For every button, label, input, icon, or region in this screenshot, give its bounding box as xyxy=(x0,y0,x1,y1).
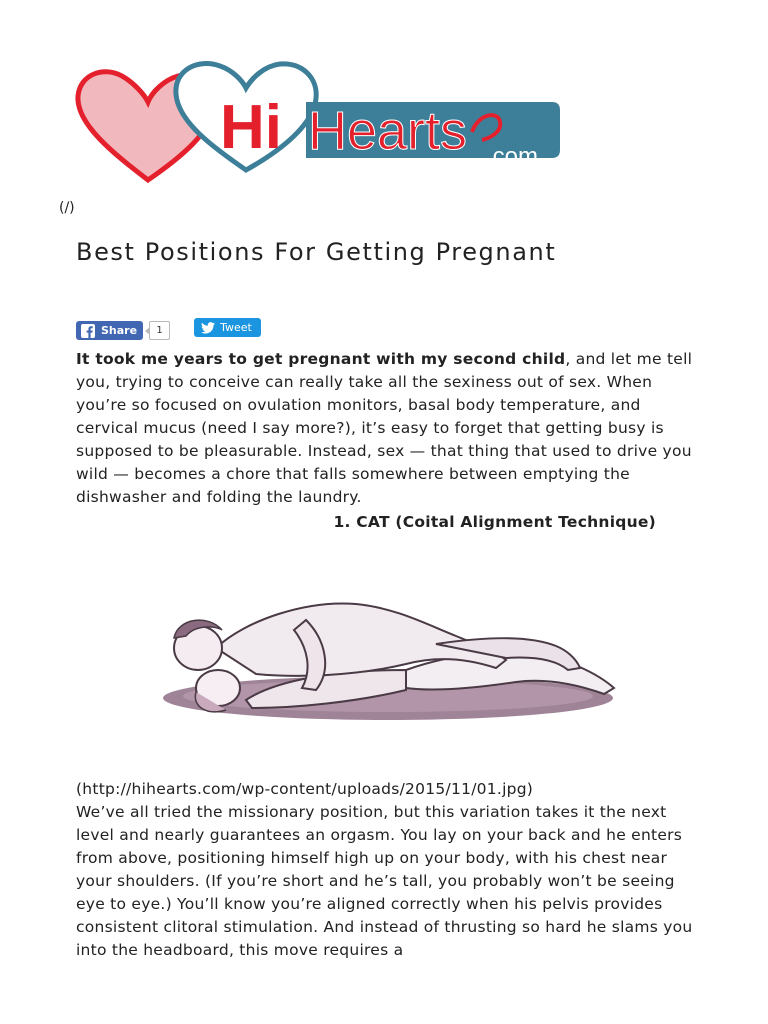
section-heading-cat: 1. CAT (Coital Alignment Technique) xyxy=(333,513,656,531)
logo-hearts-text: Hearts xyxy=(308,101,468,161)
share-bar xyxy=(76,318,261,340)
facebook-share-count: 1 xyxy=(149,321,170,340)
position-illustration[interactable] xyxy=(156,560,620,728)
intro-paragraph xyxy=(76,348,696,509)
tweet-label: Tweet xyxy=(220,321,252,334)
facebook-share-label: Share xyxy=(101,324,138,337)
intro-bold-text: It took me years to get pregnant with my second child xyxy=(76,350,566,368)
logo-hi-text: Hi xyxy=(220,93,282,162)
tweet-button[interactable] xyxy=(194,318,261,337)
page-title: Best Positions For Getting Pregnant xyxy=(76,238,557,266)
section-body-paragraph: We’ve all tried the missionary position, but this variation takes it the next level and nearly guarantees an orgasm. You lay on your back and he enters from above, positioning himself high up on your body, with his chest near your shoulders. (If you’re short and he’s tall, you probably won’t be seeing eye to eye.) You’ll know you’re aligned correctly when his pelvis provides consistent clitoral stimulation. And instead of thrusting so hard he slams you into the headboard, this move requires a xyxy=(76,803,693,959)
facebook-share-button[interactable] xyxy=(76,321,143,340)
intro-text: , and let me tell you, trying to conceive can really take all the sexiness out of sex. When you’re so focused on ovulation monitors, basal body temperature, and cervical mucus (need I say more?), it’s easy to forget that getting busy is supposed to be pleasurable. Instead, sex — that thing that used to drive you wild — becomes a chore that falls somewhere between emptying the dishwasher and folding the laundry. xyxy=(76,350,693,506)
hihearts-logo-graphic xyxy=(70,58,564,186)
image-source-link[interactable]: (http://hihearts.com/wp-content/uploads/2015/11/01.jpg) xyxy=(76,780,534,798)
couple-illustration-graphic xyxy=(156,560,620,728)
facebook-icon xyxy=(81,324,95,338)
twitter-bird-icon xyxy=(201,322,215,334)
site-logo[interactable] xyxy=(70,58,564,186)
home-link[interactable]: (/) xyxy=(59,200,75,216)
logo-dotcom-text: .com xyxy=(486,143,539,170)
